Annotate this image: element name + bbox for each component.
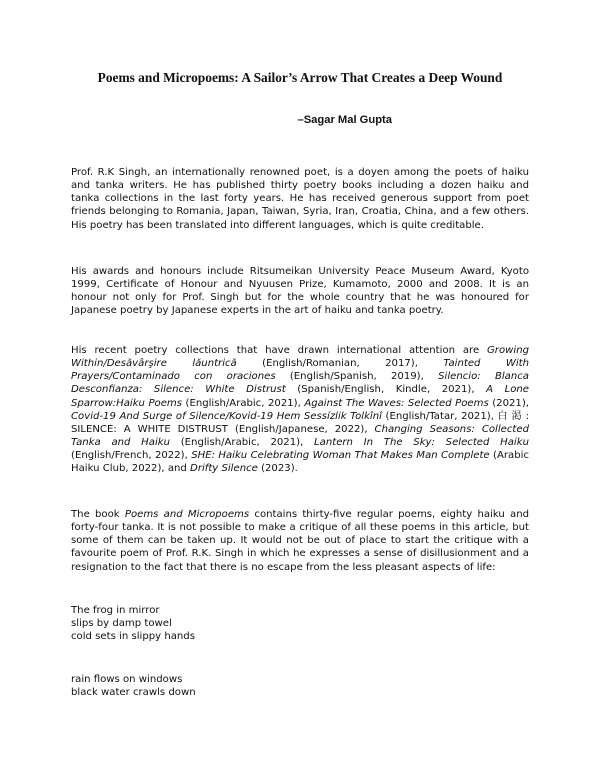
book-title: SHE: Haiku Celebrating Woman That Makes Man Complete xyxy=(191,450,490,462)
book-info: (English/Arabic, 2021), xyxy=(170,437,315,449)
book-title-japanese: 白 渇 xyxy=(497,410,522,422)
paragraph-collections xyxy=(71,344,529,476)
paragraph-intro: Prof. R.K Singh, an internationally renowned poet, is a doyen among the poets of haiku and tanka writers. He has published thirty poetry books including a dozen haiku and tanka collections in the last forty years. He has received generous support from poet friends belonging to Romania, Japan, Taiwan, Syria, Iran, Croatia, China, and a few others. His poetry has been translated into different languages, which is quite creditable. xyxy=(71,167,529,231)
author-byline: –Sagar Mal Gupta xyxy=(297,114,392,126)
book-title: Drifty Silence xyxy=(190,463,258,475)
poem-line: rain flows on windows xyxy=(71,674,183,685)
article-title: Poems and Micropoems: A Sailor’s Arrow That Creates a Deep Wound xyxy=(97,70,503,85)
book-info: (English/Romanian, 2017), xyxy=(236,358,444,370)
book-info: (Spanish/English, Kindle, 2021), xyxy=(285,384,487,396)
book-title: A Lone Sparrow:Haiku Poems xyxy=(71,384,529,409)
book-title: Poems and Micropoems xyxy=(124,509,250,520)
book-title: Silencio: Blanca Desconfianza: Silence: White Distrust xyxy=(71,371,529,396)
critique-intro: The book xyxy=(71,509,125,520)
book-info: (English/Arabic, 2021), xyxy=(182,397,305,409)
poem-line: black water crawls down xyxy=(71,687,196,699)
poem-stanza-2 xyxy=(71,673,196,699)
book-info: (2023). xyxy=(257,463,298,475)
collections-intro: His recent poetry collections that have drawn international attention are xyxy=(71,345,487,356)
book-title: Growing Within/Desăvârşire lăuntrică xyxy=(71,345,529,370)
book-info: (English/Tatar, 2021), xyxy=(381,410,498,422)
book-title: Lantern In The Sky: Selected Haiku xyxy=(314,437,529,449)
book-info: (Arabic Haiku Club, 2022), and xyxy=(71,450,530,475)
poem-stanza-1 xyxy=(71,604,195,643)
book-info: : SILENCE: A WHITE DISTRUST (English/Japanese, 2022), xyxy=(71,410,529,435)
book-title: Changing Seasons: Collected Tanka and Haiku xyxy=(71,423,529,449)
book-title: Covid-19 And Surge of Silence/Kovid-19 Hem Sessízlik Tolkînî xyxy=(71,410,382,422)
critique-text: contains thirty-five regular poems, eighty haiku and forty-four tanka. It is not possible to make a critique of all these poems in this article, but some of them can be taken up. It would not be out of place to start the critique with a favourite poem of Prof. R.K. Singh in which he expresses a sense of disillusionment and a resignation to the fact that there is no escape from the less pleasant aspects of life: xyxy=(71,509,530,573)
paragraph-awards: His awards and honours include Ritsumeikan University Peace Museum Award, Kyoto 1999, Certificate of Honour and Nyuusen Prize, Kumamoto, 2000 and 2008. It is an honour not only for Prof. Singh but for the whole country that he was honoured for Japanese poetry by Japanese experts in the art of haiku and tanka poetry. xyxy=(71,266,529,317)
poem-line: cold sets in slippy hands xyxy=(71,631,195,643)
poem-line: The frog in mirror xyxy=(71,605,160,616)
book-title: Against The Waves: Selected Poems xyxy=(304,397,489,409)
book-title: Tainted With Prayers/Contaminado con oraciones xyxy=(71,358,529,383)
poem-line: slips by damp towel xyxy=(71,618,172,630)
book-info: (English/French, 2022), xyxy=(71,450,192,462)
book-info: (2021), xyxy=(488,397,529,409)
book-info: (English/Spanish, 2019), xyxy=(275,371,439,383)
paragraph-critique xyxy=(71,508,529,574)
